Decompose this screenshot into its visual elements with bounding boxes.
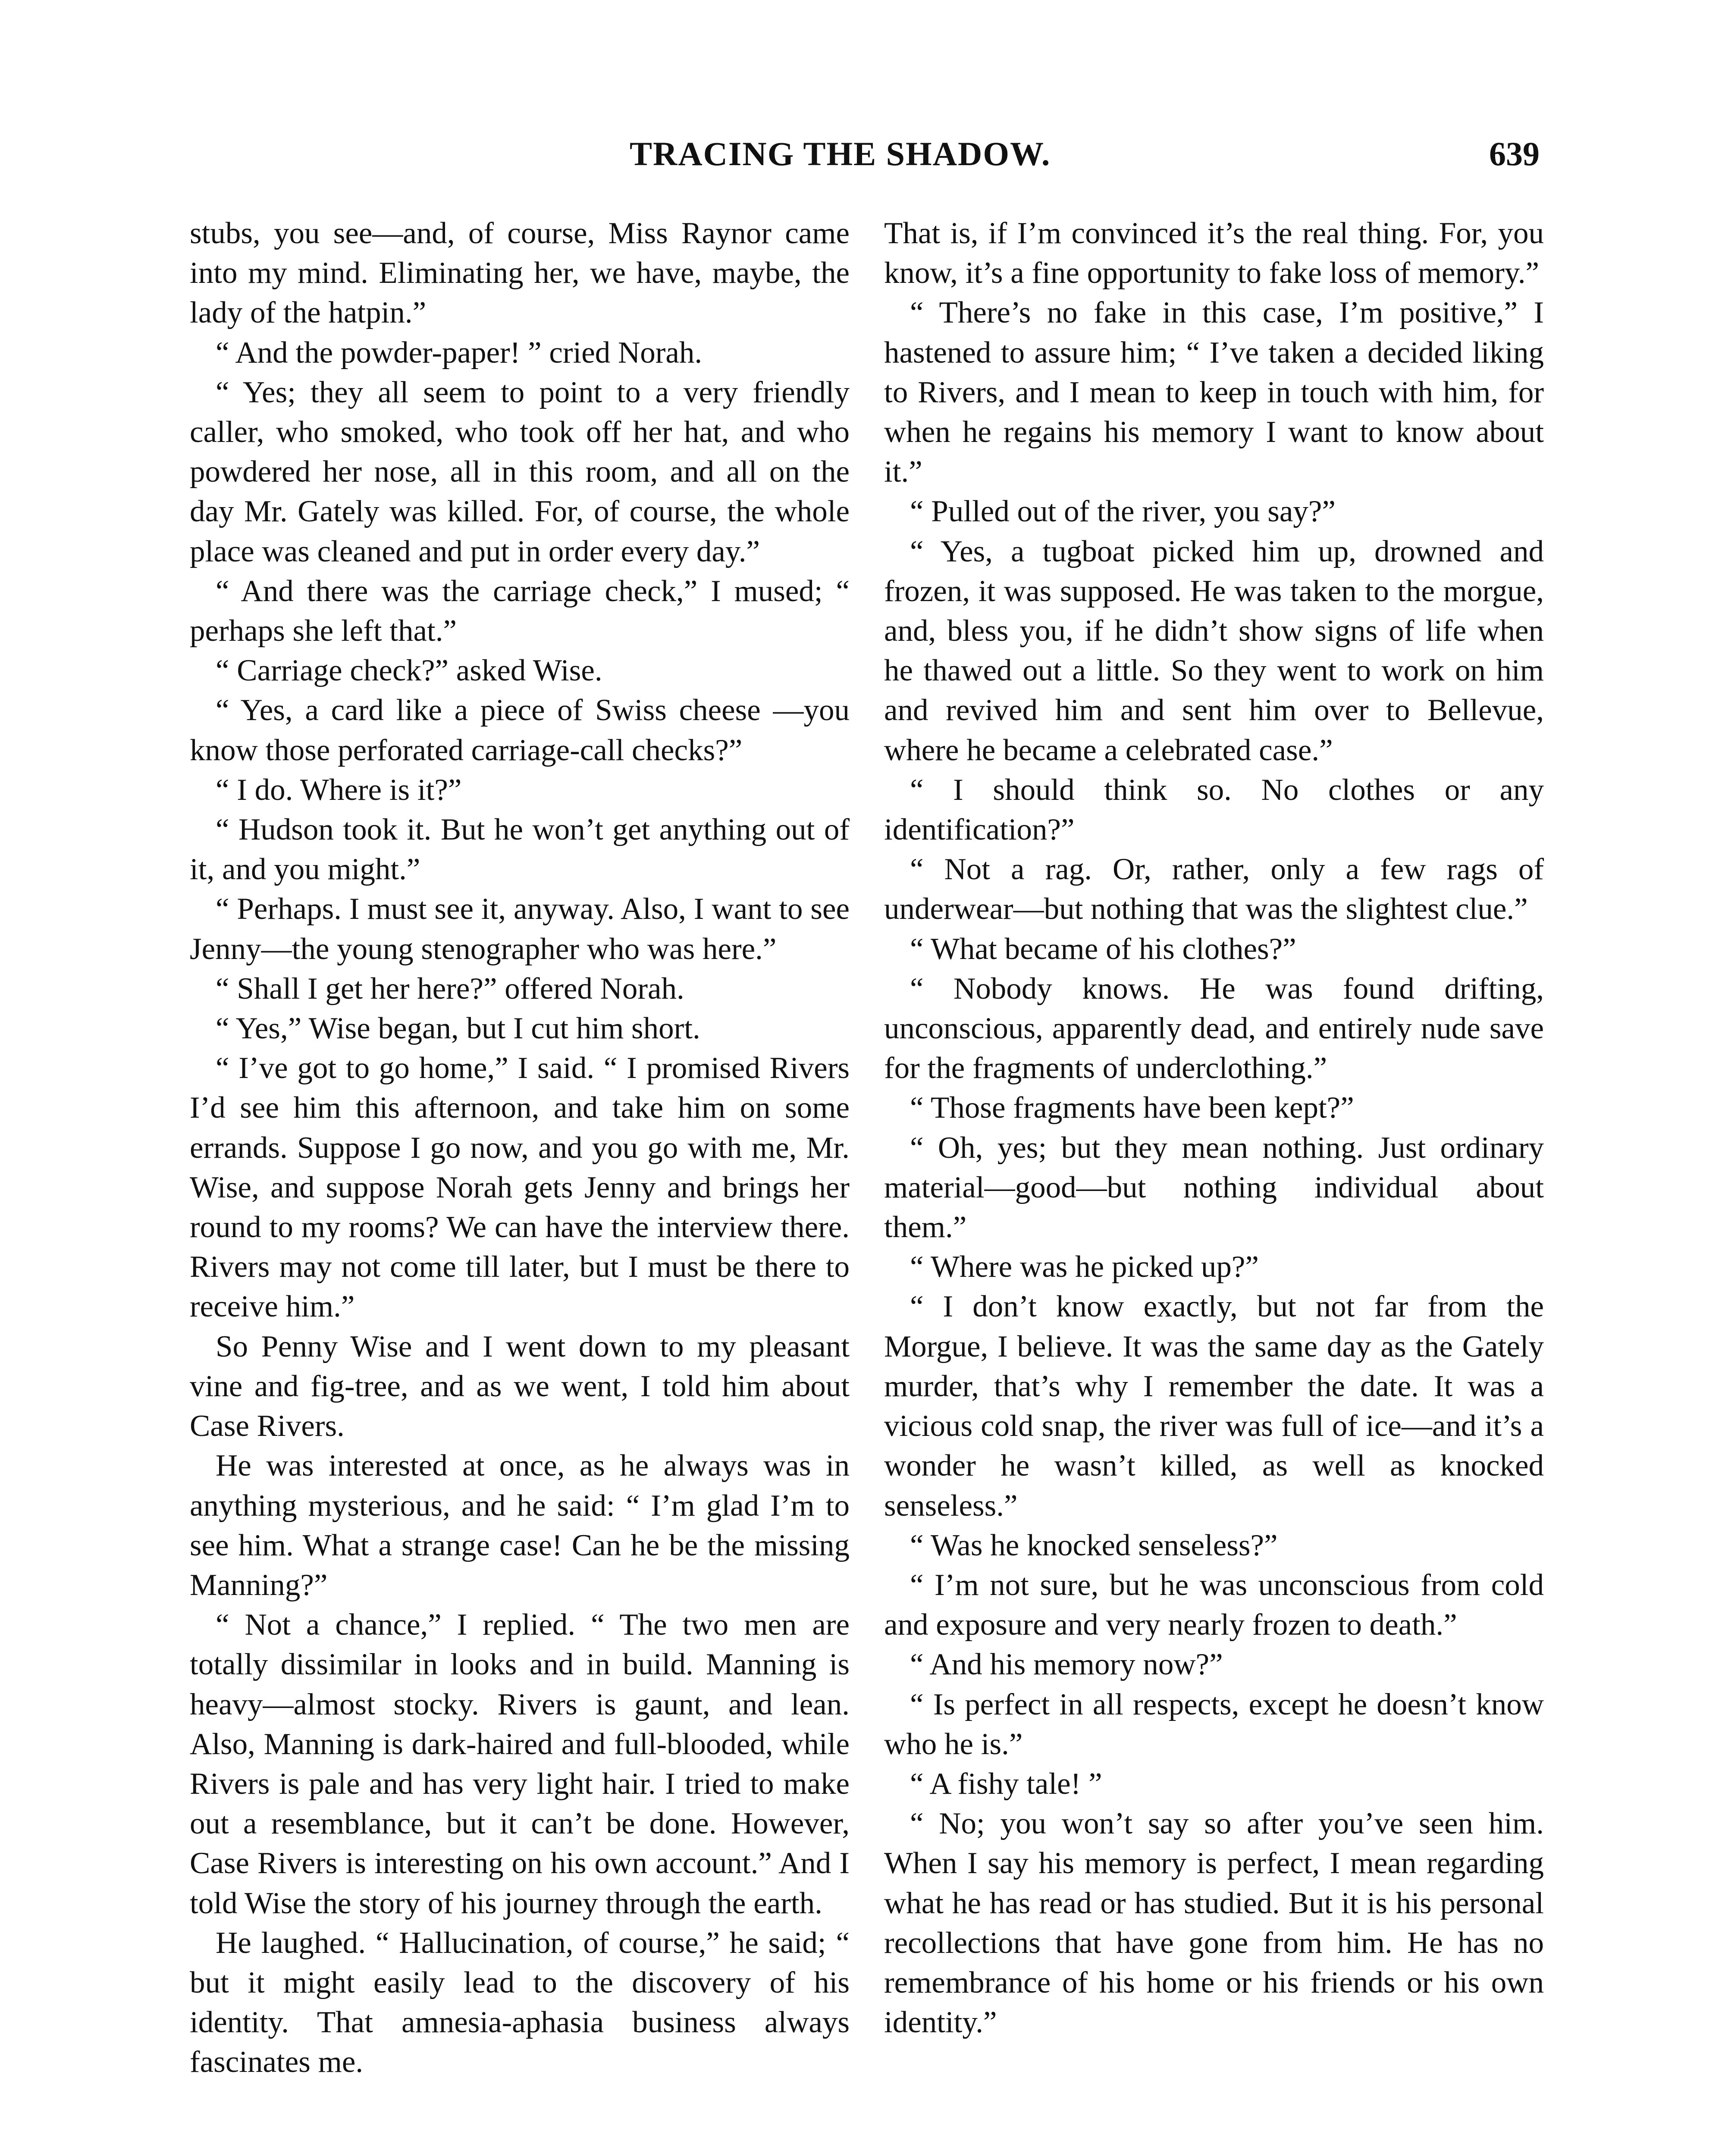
paragraph: stubs, you see—and, of course, Miss Raynor came into my mind. Eliminating her, we have, maybe, the lady of the hatpin.”: [190, 216, 850, 330]
paragraph: “ Yes,” Wise began, but I cut him short.: [216, 1012, 700, 1046]
paragraph: “ Carriage check?” asked Wise.: [216, 654, 602, 688]
paragraph: “ Shall I get her here?” offered Norah.: [216, 971, 684, 1006]
paragraph: “ Nobody knows. He was found drifting, unconscious, apparently dead, and entirely nude save for the fragments of underclothing.”: [884, 971, 1544, 1085]
paragraph: “ I don’t know exactly, but not far from the Morgue, I believe. It was the same day as the Gately murder, that’s why I remember the date. It was a vicious cold snap, the river was full of ice—and it’s a wonder he wasn’t killed, as well as knocked senseless.”: [884, 1290, 1544, 1523]
paragraph: “ Yes; they all seem to point to a very friendly caller, who smoked, who took off her hat, and who powdered her nose, all in this room, and all on the day Mr. Gately was killed. For, of course, the whole place was cleaned and put in order every day.”: [190, 375, 850, 568]
paragraph: “ Is perfect in all respects, except he doesn’t know who he is.”: [884, 1687, 1544, 1761]
paragraph: “ Perhaps. I must see it, anyway. Also, I want to see Jenny—the young stenographer who was here.”: [190, 892, 850, 966]
paragraph: “ Pulled out of the river, you say?”: [910, 495, 1336, 529]
paragraph: “ I should think so. No clothes or any identification?”: [884, 773, 1544, 847]
running-title: TRACING THE SHADOW.: [630, 135, 1051, 172]
page-number: 639: [1489, 135, 1540, 172]
paragraph: “ I do. Where is it?”: [216, 773, 462, 807]
paragraph: “ No; you won’t say so after you’ve seen him. When I say his memory is perfect, I mean regarding what he has read or has studied. But it is his personal recollections that have gone from him. He has no remembrance of his home or his friends or his own identity.”: [884, 1807, 1544, 2040]
paragraph: “ Those fragments have been kept?”: [910, 1091, 1354, 1125]
paragraph: “ Where was he picked up?”: [910, 1250, 1259, 1284]
paragraph: “ And his memory now?”: [910, 1648, 1223, 1682]
paragraph: “ Oh, yes; but they mean nothing. Just ordinary material—good—but nothing individual about them.”: [884, 1131, 1544, 1244]
paragraph: “ And the powder-paper! ” cried Norah.: [216, 335, 703, 370]
paragraph: “ Was he knocked senseless?”: [910, 1528, 1278, 1562]
paragraph: “ And there was the carriage check,” I mused; “ perhaps she left that.”: [190, 574, 850, 648]
paragraph: That is, if I’m convinced it’s the real thing. For, you know, it’s a fine opportunity to fake loss of memory.”: [884, 216, 1544, 290]
paragraph: “ There’s no fake in this case, I’m positive,” I hastened to assure him; “ I’ve taken a decided liking to Rivers, and I mean to keep in touch with him, for when he regains his memory I want to know about it.”: [884, 296, 1544, 489]
paragraph: “ Yes, a card like a piece of Swiss cheese —you know those perforated carriage-call checks?”: [190, 693, 850, 767]
paragraph: “ I’m not sure, but he was unconscious from cold and exposure and very nearly frozen to death.”: [884, 1568, 1544, 1642]
paragraph: “ A fishy tale! ”: [910, 1767, 1102, 1801]
paragraph: “ Not a rag. Or, rather, only a few rags of underwear—but nothing that was the slightest clue.”: [884, 852, 1544, 926]
paragraph: “ What became of his clothes?”: [910, 932, 1296, 966]
paragraph: “ Not a chance,” I replied. “ The two men are totally dissimilar in looks and in build. Manning is heavy—almost stocky. Rivers is gaunt, and lean. Also, Manning is dark-haired and full-blooded, while Rivers is pale and has very light hair. I tried to make out a resemblance, but it can’t be done. However, Case Rivers is interesting on his own account.” And I told Wise the story of his journey through the earth.: [190, 1608, 850, 1920]
paragraph: “ Yes, a tugboat picked him up, drowned and frozen, it was supposed. He was taken to the morgue, and, bless you, if he didn’t show signs of life when he thawed out a little. So they went to work on him and revived him and sent him over to Bellevue, where he became a celebrated case.”: [884, 534, 1544, 767]
paragraph: “ I’ve got to go home,” I said. “ I promised Rivers I’d see him this afternoon, and take him on some errands. Suppose I go now, and you go with me, Mr. Wise, and suppose Norah gets Jenny and brings her round to my rooms? We can have the interview there. Rivers may not come till later, but I must be there to receive him.”: [190, 1051, 850, 1324]
paragraph: So Penny Wise and I went down to my pleasant vine and fig-tree, and as we went, I told him about Case Rivers.: [190, 1329, 850, 1443]
paragraph: He was interested at once, as he always was in anything mysterious, and he said: “ I’m glad I’m to see him. What a strange case! Can he be the missing Manning?”: [190, 1449, 850, 1602]
paragraph: He laughed. “ Hallucination, of course,” he said; “ but it might easily lead to the discovery of his identity. That amnesia-aphasia business always fascinates me.: [190, 1926, 850, 2079]
right-text-column: [884, 213, 1544, 2042]
paragraph: “ Hudson took it. But he won’t get anything out of it, and you might.”: [190, 813, 850, 887]
left-text-column: [190, 213, 850, 2082]
page-header: [190, 135, 1548, 186]
